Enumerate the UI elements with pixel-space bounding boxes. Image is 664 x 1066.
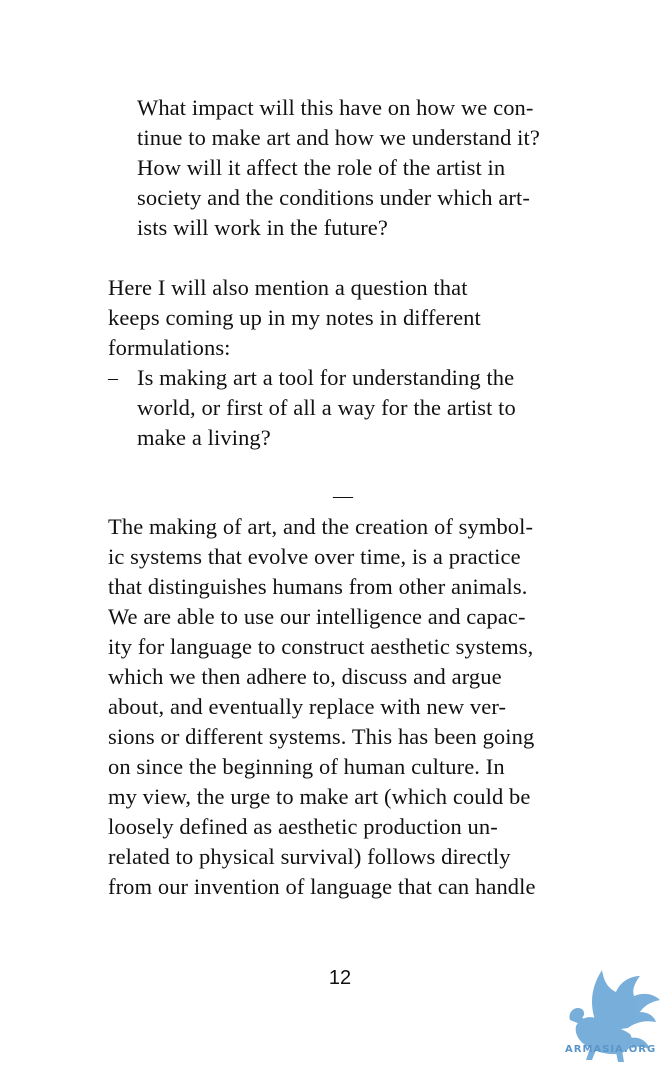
list-item-line: world, or first of all a way for the artist to [137,395,516,420]
body-line: ic systems that evolve over time, is a practice [108,544,521,569]
list-item-line: make a living? [137,425,271,450]
page-number: 12 [328,967,352,989]
body-line: The making of art, and the creation of symbol- [108,514,534,539]
body-line: related to physical survival) follows directly [108,844,511,869]
watermark-text: ARMASIA.ORG [565,1044,657,1055]
intro-line: keeps coming up in my notes in different [108,305,481,330]
quote-line: ists will work in the future? [137,215,388,240]
quote-line: How will it affect the role of the artist in [137,155,506,180]
body-line: that distinguishes humans from other animals. [108,574,528,599]
quote-line: tinue to make art and how we understand it? [137,125,540,150]
list-item-line: Is making art a tool for understanding the [137,365,515,390]
quote-line: society and the conditions under which art- [137,185,530,210]
quote-line: What impact will this have on how we con- [137,95,534,120]
section-divider: — [333,485,353,507]
body-line: ity for language to construct aesthetic systems, [108,634,534,659]
body-line: sions or different systems. This has been going [108,724,535,749]
body-line: from our invention of language that can handle [108,874,536,899]
body-line: loosely defined as aesthetic production un- [108,814,498,839]
body-line: on since the beginning of human culture. In [108,754,505,779]
intro-line: formulations: [108,335,231,360]
body-line: which we then adhere to, discuss and argue [108,664,502,689]
body-line: my view, the urge to make art (which could be [108,784,531,809]
body-line: about, and eventually replace with new ver- [108,694,507,719]
list-marker: – [108,367,118,389]
body-line: We are able to use our intelligence and capac- [108,604,526,629]
intro-line: Here I will also mention a question that [108,275,468,300]
